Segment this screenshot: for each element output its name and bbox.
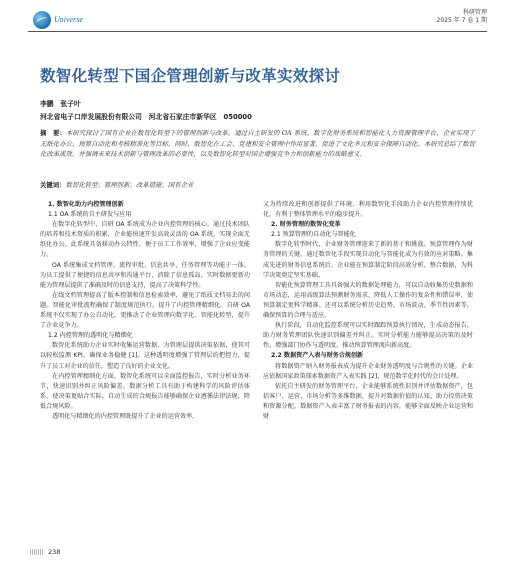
article-authors: 李鹏 张子叶 <box>40 100 81 108</box>
body-paragraph: 将数据资产纳入财务报表成为提升企业财务透明度与合规性的关键。企业应依据国家政策探索数据资产入表实践 [2]，规范数字化时代的会计处理。 <box>263 362 473 380</box>
abstract <box>40 128 475 160</box>
journal-info <box>437 9 487 25</box>
abstract-text: 本研究探讨了国有企业在数智化转型下的管理创新与改革。通过自主研发的 OA 系统、数字化财务系统和智能化人力资源管理平台，企业实现了无纸化办公、预算自动化和考核精准化等目标。同时，数智化在工会、党建和安全管理中作用显著，促进了文化多元和安全保障自动化。本研究总结了数智化改革成效，并强调未来技术创新与管理改革的必要性，以及数智化转型对国企增强竞争力和创新能力的战略意义。 <box>40 129 476 158</box>
body-paragraph: OA 系统集成文档管理、流程审批、信息共享、任务管理等功能于一体，为员工提供了便捷的信息共享和沟通平台，消除了信息孤岛。实时数据更新功能为管理层提供了准确及时的信息支持，提高了决策科学性。 <box>40 261 250 289</box>
body-paragraph: 又为持续改进和创新提供了环境。利用数智化手段助力企业内控管理持续优化，有利于整体管理水平的稳步提升。 <box>263 201 473 219</box>
subsection-heading: 2.2 数据资产入表与财务合规创新 <box>271 352 364 360</box>
article-affiliation: 河北省电子口岸发展股份有限公司 河北省石家庄市新华区 050000 <box>40 113 252 121</box>
body-column-left <box>40 200 250 422</box>
page-number: 238 <box>48 548 61 556</box>
body-paragraph: 透明化与精细化的内控管理既提升了企业的运营效率， <box>52 412 199 420</box>
body-column-right <box>263 200 473 422</box>
subsection-heading: 2.1 预算管理的自动化与智能化 <box>271 231 356 239</box>
section-heading: 1. 数智化助力内控管理创新 <box>48 201 124 208</box>
section-heading: 2. 财务管理的数智化变革 <box>271 221 341 229</box>
body-paragraph: 在线文档管理提高了版本控制和信息检索效率，避免了纸质文档易丢的问题。智能化审批流程确保了制度规范执行，提升了内控管理精细化。自研 OA 系统不仅实现了办公自动化，更推动了企业管理向数字化、智能化转型，提升了企业竞争力。 <box>40 291 250 330</box>
body-paragraph: 智能化预算管理工具具备强大的数据处理能力，可以自动收集历史数据和市场动态，运用高级算法预测财务需求，降低人工操作的复杂性和错误率，使预算制定更科学精准。还可以系统分析历史趋势、市场波动、季节性因素等，确保预算的合理与适应。 <box>263 281 473 320</box>
keywords <box>40 180 193 189</box>
globe-icon <box>33 11 51 29</box>
journal-issue: 2025 年 7 卷 1 期 <box>436 17 487 24</box>
journal-logo <box>33 11 83 29</box>
body-paragraph: 依托自主研发的财务管理平台，企业能够系统性识别并评估数据资产，包括客户、运营、市场分析等多维数据，提升对数据价值的认知，助力投资决策和资源分配。数据资产入表丰富了财务报表的内容，能够全面反映企业运营和财 <box>263 382 473 420</box>
body-paragraph: 数字化转型时代，企业财务管理迎来了新的基于和挑战。预算管理作为财务管理的关键，通过数智化手段实现自动化与智能化成为有效的应对策略。集成先进的财务信息系统后，企业能在预算制定阶段高效分析、整合数据，为科学决策奠定坚实基础。 <box>263 241 473 279</box>
body-paragraph: 数智化系统助力企业实时收集运营数据，为管理层提供决策依据，使其可以较松监测 KPI，确保业务稳健 [1]。这种透明度增强了管理层的把控力，提升了员工对企业的信任，塑造了良好的企业文化。 <box>40 342 250 370</box>
abstract-label: 摘 要： <box>40 129 66 137</box>
keywords-label: 关键词： <box>40 181 66 189</box>
subsection-heading: 1.2 内控管理的透明化与精细化 <box>48 332 133 340</box>
body-paragraph: 在内控管理精细化方面，数智化系统可以全面监控报告，实时分析业务环节，快速识别并纠正风险偏差。数据分析工具有助于构建科学的风险评估体系，使决策更贴合实际。自动生成的合规报告能够确保企业遵循法律法规，降低合规风险。 <box>40 372 250 410</box>
article-title: 数智化转型下国企管理创新与改革实效探讨 <box>40 66 341 85</box>
page-footer <box>30 548 60 556</box>
keywords-text: 数智化转型；管理创新；改革措施；国有企业 <box>65 181 194 189</box>
header-divider <box>28 31 487 32</box>
subsection-heading: 1.1 OA 系统的自主研发与应用 <box>48 211 132 219</box>
journal-name: 科研管理 <box>462 9 487 16</box>
body-paragraph: 执行阶段，自动化监控系统可以实时跟踪预算执行情况，生成动态报告，助力财务管理团队快速识别偏差并纠正。实时分析能力能够提高决策的及时性，增强部门协作与透明度，推动预算管理流向新高度。 <box>263 322 473 350</box>
body-paragraph: 在数字化转型中，自研 OA 系统成为企业内控管理的核心。通过技术团队的培养和技术资质的积累，企业能快速开发高效灵活的 OA 系统，实现全面无纸化办公。此系统具备移动办公特性，便于员工工作效率，增强了企业应变能力。 <box>40 221 250 259</box>
logo-text: Universe <box>54 15 83 24</box>
footer-barcode-icon <box>30 549 44 555</box>
